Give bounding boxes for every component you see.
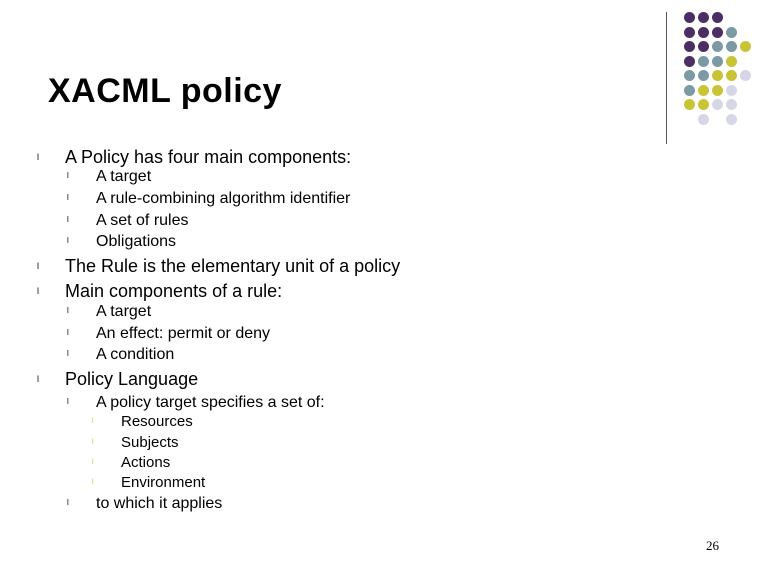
dot [698,41,709,52]
bullet-icon: l [37,374,39,384]
dot [712,41,723,52]
dot [712,27,723,38]
dot [712,12,723,23]
bullet-text: Actions [121,454,171,471]
bullet-item [37,281,282,302]
dot [684,99,695,110]
bullet-item [37,369,198,390]
bullet-text: Resources [121,413,193,430]
dot [684,27,695,38]
bullet-icon: l [67,171,69,180]
bullet-item [92,474,205,491]
bullet-text: The Rule is the elementary unit of a policy [65,256,401,276]
bullet-text: A target [96,303,152,320]
bullet-icon: l [67,306,69,315]
bullet-text: A rule-combining algorithm identifier [96,190,351,207]
bullet-item [92,454,170,471]
bullet-item [67,233,176,251]
bullet-item [67,212,189,230]
bullet-text: Main components of a rule: [65,281,283,301]
bullet-icon: l [37,261,39,271]
bullet-icon: l [92,479,94,486]
bullet-text: A set of rules [96,212,189,229]
slide-title: XACML policy [48,72,282,110]
dot [698,56,709,67]
bullet-text: Environment [121,474,206,491]
dot [684,56,695,67]
bullet-item [67,303,151,321]
dot [726,41,737,52]
bullet-icon: l [67,193,69,202]
bullet-item [67,346,174,364]
dot [726,70,737,81]
bullet-icon: l [37,286,39,296]
page-number: 26 [706,538,719,553]
dot [698,85,709,96]
bullet-text: A target [96,168,152,185]
dot [712,85,723,96]
bullet-text: Obligations [96,233,177,250]
bullet-text: A condition [96,346,175,363]
bullet-text: A Policy has four main components: [65,147,352,167]
dot [740,70,751,81]
dot [698,27,709,38]
bullet-text: An effect: permit or deny [96,325,271,342]
dot [726,56,737,67]
bullet-icon: l [67,397,69,406]
bullet-icon: l [67,215,69,224]
bullet-item [67,394,325,412]
dot [726,99,737,110]
dot [740,41,751,52]
dot [712,70,723,81]
bullet-text: A policy target specifies a set of: [96,394,325,411]
dot [726,27,737,38]
bullet-text: Policy Language [65,369,199,389]
bullet-icon: l [67,328,69,337]
dot [684,41,695,52]
bullet-text: Subjects [121,434,179,451]
bullet-item [67,190,350,208]
vertical-divider [666,12,667,144]
dot [698,114,709,125]
bullet-item [92,434,179,451]
dot [684,12,695,23]
dot [712,99,723,110]
dot [726,114,737,125]
bullet-icon: l [67,236,69,245]
bullet-icon: l [92,439,94,446]
bullet-icon: l [67,498,69,507]
dot [712,56,723,67]
bullet-item [67,325,270,343]
dot [698,70,709,81]
dot [698,12,709,23]
bullet-item [67,168,151,186]
bullet-icon: l [92,418,94,425]
bullet-item [37,147,351,168]
bullet-text: to which it applies [96,495,223,512]
bullet-item [67,495,222,513]
dot [684,85,695,96]
dot [698,99,709,110]
bullet-icon: l [67,349,69,358]
bullet-item [37,256,400,277]
dot [726,85,737,96]
bullet-item [92,413,193,430]
bullet-icon: l [92,459,94,466]
dot [684,70,695,81]
bullet-icon: l [37,152,39,162]
